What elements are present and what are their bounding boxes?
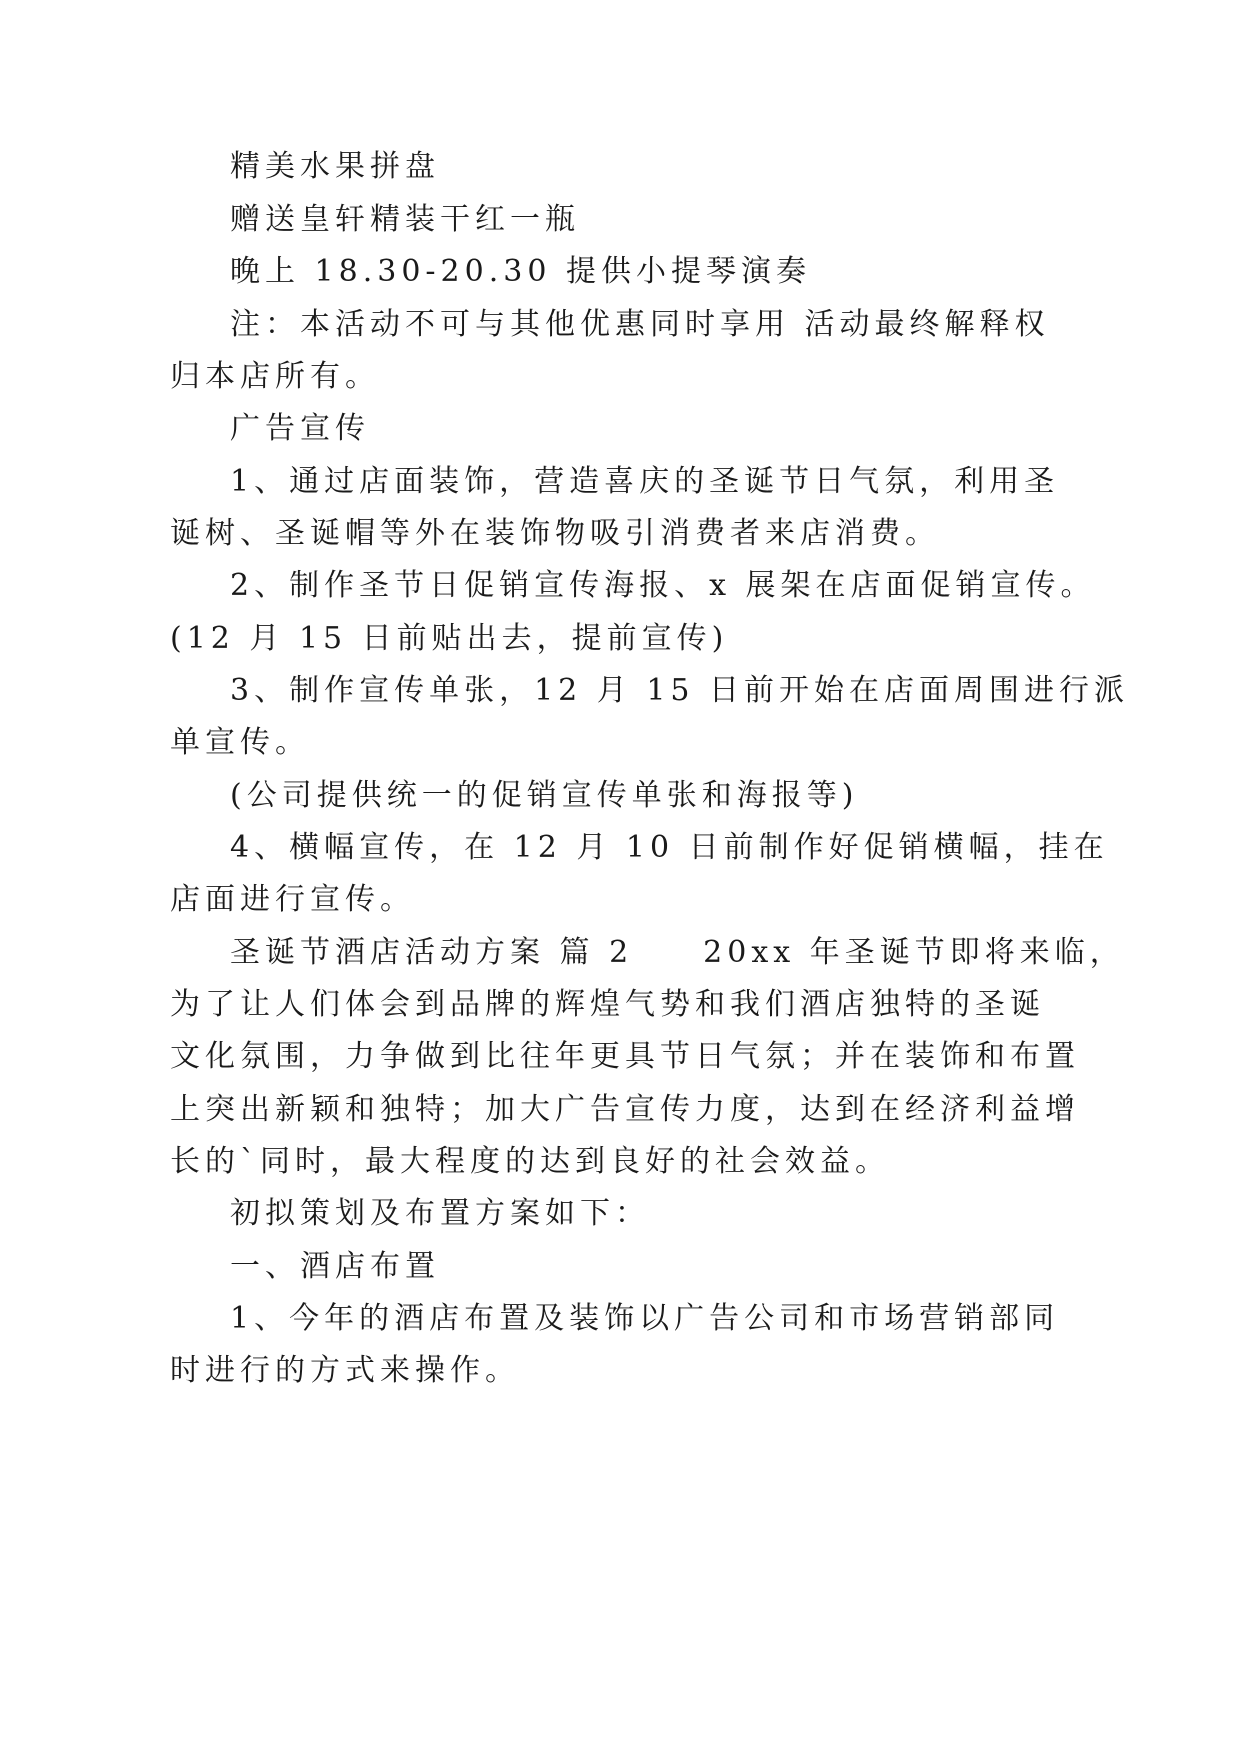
text-line: 广告宣传 [230,411,370,446]
text-line: 长的`同时，最大程度的达到良好的社会效益。 [170,1144,890,1179]
text-line: (12 月 15 日前贴出去，提前宣传) [170,621,729,656]
text-line: 精美水果拼盘 [230,149,440,184]
text-line: 文化氛围，力争做到比往年更具节日气氛；并在装饰和布置 [170,1039,1080,1074]
text-line: 上突出新颖和独特；加大广告宣传力度，达到在经济利益增 [170,1092,1080,1127]
text-line: 晚上 18.30-20.30 提供小提琴演奏 [230,254,811,289]
text-line: 店面进行宣传。 [170,882,415,917]
text-line: 归本店所有。 [170,359,380,394]
text-line: 为了让人们体会到品牌的辉煌气势和我们酒店独特的圣诞 [170,987,1045,1022]
text-line: 3、制作宣传单张，12 月 15 日前开始在店面周围进行派 [230,673,1130,708]
text-line: 1、通过店面装饰，营造喜庆的圣诞节日气氛，利用圣 [230,464,1060,499]
text-line: 2、制作圣节日促销宣传海报、x 展架在店面促销宣传。 [230,568,1096,603]
text-line: 1、今年的酒店布置及装饰以广告公司和市场营销部同 [230,1301,1060,1336]
text-line: 单宣传。 [170,725,310,760]
text-line: 诞树、圣诞帽等外在装饰物吸引消费者来店消费。 [170,516,940,551]
text-line: 一、酒店布置 [230,1249,440,1284]
text-line: 4、横幅宣传，在 12 月 10 日前制作好促销横幅，挂在 [230,830,1109,865]
text-line: 注：本活动不可与其他优惠同时享用 活动最终解释权 [230,307,1050,342]
text-line: (公司提供统一的促销宣传单张和海报等) [230,778,859,813]
text-line: 圣诞节酒店活动方案 篇 2 20xx 年圣诞节即将来临， [230,935,1125,970]
text-line: 时进行的方式来操作。 [170,1353,520,1388]
text-line: 赠送皇轩精装干红一瓶 [230,202,580,237]
text-line: 初拟策划及布置方案如下： [230,1196,650,1231]
